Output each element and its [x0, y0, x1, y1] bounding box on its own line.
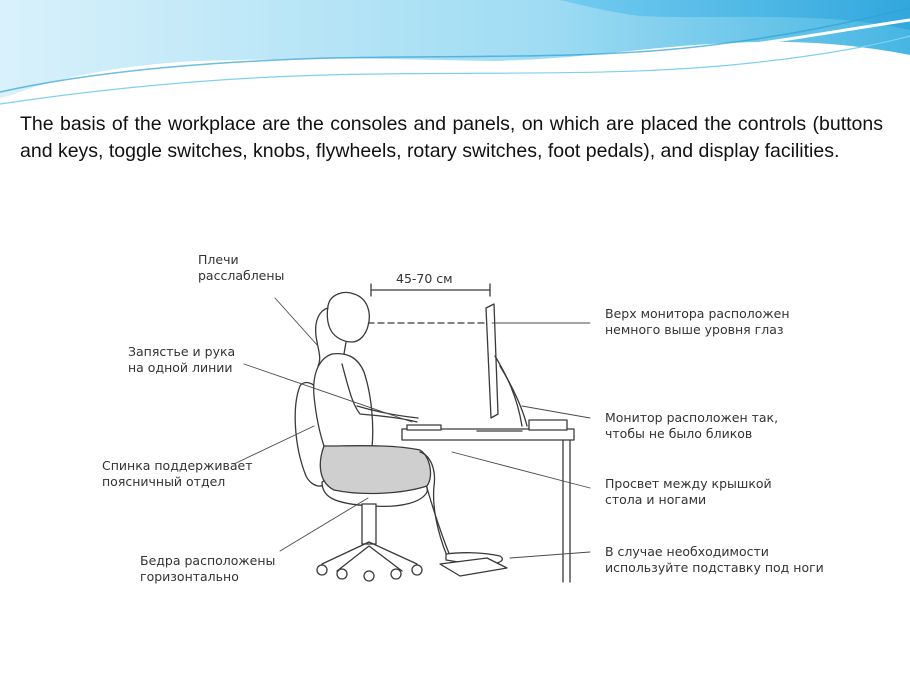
slide-body-text: The basis of the workplace are the consoles and panels, on which are placed the controls (buttons and keys, toggle switches, knobs, flywheels, rotary switches, foot pedals), and display facilities.	[20, 113, 883, 162]
label-shoulders: Плечи расслаблены	[198, 252, 285, 283]
keyboard	[407, 425, 441, 430]
distance-label: 45-70 см	[396, 271, 453, 286]
label-glare: Монитор расположен так, чтобы не было бликов	[605, 410, 779, 441]
ergonomics-diagram	[82, 246, 847, 612]
label-footrest: В случае необходимости используйте подставку под ноги	[605, 544, 824, 575]
label-back: Спинка поддерживает поясничный отдел	[102, 458, 253, 489]
label-clearance: Просвет между крышкой стола и ногами	[605, 476, 772, 507]
label-thighs: Бедра расположены горизонтально	[140, 553, 276, 584]
header-wave-decoration	[0, 0, 910, 110]
label-monitor-top: Верх монитора расположен немного выше уровня глаз	[605, 306, 790, 337]
label-wrist: Запястье и рука на одной линии	[128, 344, 236, 375]
